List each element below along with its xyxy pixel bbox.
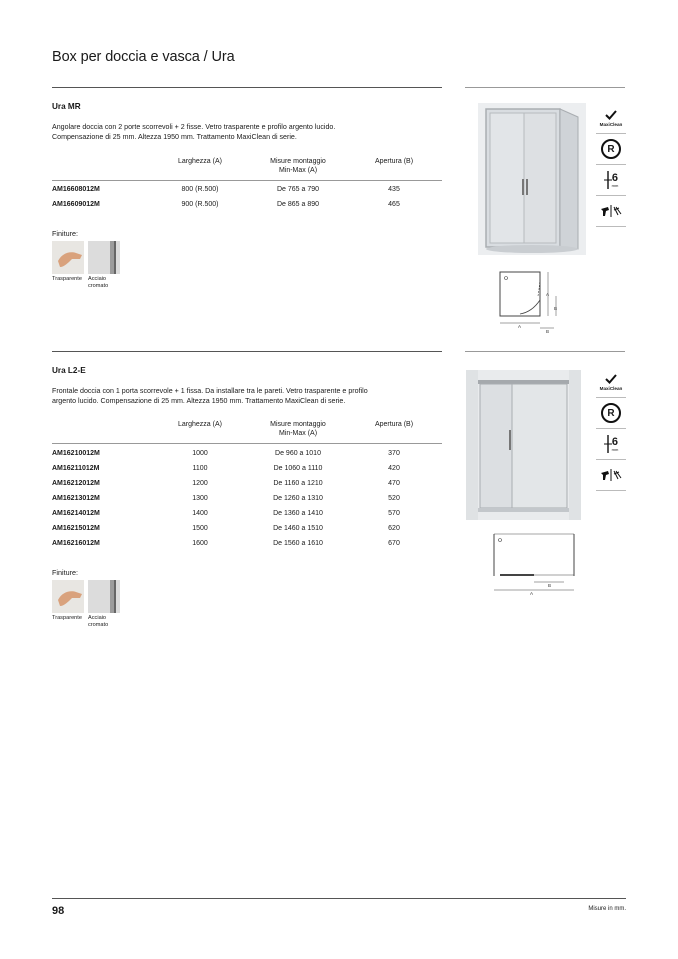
table-row: AM16214012M 1400 De 1360 a 1410 570: [52, 510, 400, 517]
header-width: Larghezza (A): [178, 158, 222, 165]
header-opening: Apertura (B): [374, 158, 414, 165]
finishes-label: Finiture:: [52, 229, 78, 238]
footer-rule: [52, 898, 626, 899]
section-title: Ura MR: [52, 102, 81, 111]
finish-swatches: [52, 580, 120, 614]
header-opening: Apertura (B): [374, 421, 414, 428]
feature-icons: [596, 367, 626, 491]
table-row: AM16213012M 1300 De 1260 a 1310 520: [52, 495, 400, 502]
cleaning-icon: [596, 196, 626, 226]
svg-text:A: A: [530, 591, 534, 596]
cleaning-icon: [596, 460, 626, 490]
title-rule: [52, 87, 442, 88]
table-row: AM16212012M 1200 De 1160 a 1210 470: [52, 480, 400, 487]
svg-text:B: B: [554, 306, 558, 311]
finish-caption: Trasparente: [52, 615, 82, 621]
finish-swatches: [52, 241, 120, 275]
finish-caption: Acciaio cromato: [88, 615, 109, 628]
title-rule-right: [465, 87, 625, 88]
glass-thickness-icon: 6 mm: [611, 435, 619, 452]
svg-text:A: A: [546, 292, 550, 297]
plan-diagram-ura-mr: [494, 270, 566, 334]
page-title: Box per doccia e vasca / Ura: [52, 49, 235, 65]
table-header-rule: [52, 180, 442, 181]
table-row: AM16215012M 1500 De 1460 a 1510 620: [52, 525, 400, 532]
header-mount: Misure montaggio Min-Max (A): [270, 421, 326, 437]
maxiclean-icon: MaxiClean: [596, 103, 626, 133]
table-header-rule: [52, 443, 442, 444]
svg-text:B: B: [548, 583, 552, 588]
header-mount: Misure montaggio Min-Max (A): [270, 158, 326, 174]
table-row: AM16211012M 1100 De 1060 a 1110 420: [52, 465, 400, 472]
glass-thickness-icon: 6 mm: [611, 171, 619, 188]
product-photo-ura-mr: [478, 103, 586, 255]
product-photo-ura-l2e: [466, 370, 581, 520]
reversible-icon: R: [596, 134, 626, 164]
finish-caption: Acciaio cromato: [88, 276, 109, 289]
plan-diagram-ura-l2e: [490, 532, 576, 598]
section-rule-right: [465, 351, 625, 352]
header-width: Larghezza (A): [178, 421, 222, 428]
table-row: AM16216012M 1600 De 1560 a 1610 670: [52, 540, 400, 547]
table-row: AM16608012M 800 (R.500) De 765 a 790 435: [52, 186, 400, 193]
section-description: Frontale doccia con 1 porta scorrevole + 1 fissa. Da installare tra le pareti. Vetro trasparente e profilo argento lucido. Compensazione di 25 mm. Altezza 1950 mm. Trattamento MaxiClean di serie.: [52, 387, 368, 405]
finishes-label: Finiture:: [52, 568, 78, 577]
table-row: AM16609012M 900 (R.500) De 865 a 890 465: [52, 201, 400, 208]
section-description: Angolare doccia con 2 porte scorrevoli + 2 fisse. Vetro trasparente e profilo argento lucido. Compensazione di 25 mm. Altezza 1950 mm. Trattamento MaxiClean di serie.: [52, 123, 336, 141]
maxiclean-icon: MaxiClean: [596, 367, 626, 397]
table-row: AM16210012M 1000 De 960 a 1010 370: [52, 450, 400, 457]
section-rule: [52, 351, 442, 352]
page-number: 98: [52, 905, 65, 917]
section-title: Ura L2-E: [52, 366, 86, 375]
svg-text:B: B: [546, 329, 550, 334]
svg-text:A: A: [518, 324, 522, 329]
finish-caption: Trasparente: [52, 276, 82, 282]
reversible-icon: R: [596, 398, 626, 428]
footer-note: Misure in mm.: [588, 906, 626, 912]
feature-icons: [596, 103, 626, 227]
